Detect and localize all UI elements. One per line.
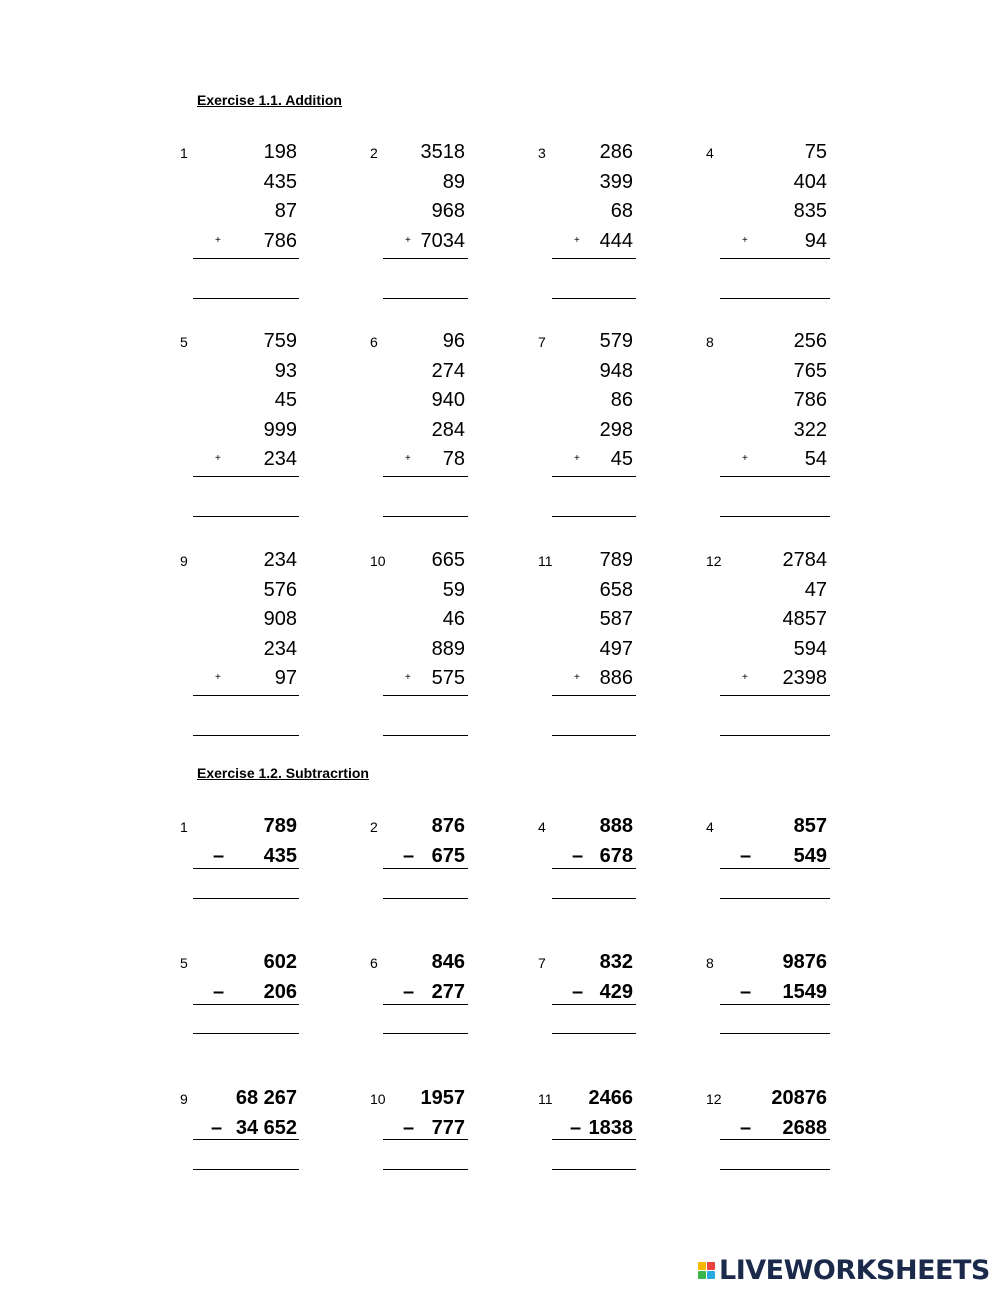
last-addend: 2398 [782,667,827,689]
problem-number: 10 [370,553,386,569]
last-addend: 97 [274,667,297,689]
addend: 47 [804,578,827,601]
problem-number: 11 [538,553,553,569]
last-addend: 886 [599,667,633,689]
answer-line[interactable] [720,1033,830,1034]
addend: 948 [599,359,633,382]
subtrahend: 1838 [588,1116,633,1139]
minuend: 846 [431,951,465,973]
addend: 435 [263,170,297,193]
addend: 59 [442,578,465,601]
problem-number: 10 [370,1091,386,1107]
minus-sign: – [213,844,225,867]
addition-problem-4 [0,137,1000,337]
addition-problem-8 [0,326,1000,526]
problem-number: 4 [538,819,546,835]
plus-sign: + [405,453,411,464]
problem-number: 6 [370,955,378,971]
addend: 658 [599,578,633,601]
difference-line-top [720,1004,830,1005]
subtrahend: 549 [793,844,827,867]
minus-sign: – [740,980,752,1003]
liveworksheets-logo [698,1255,990,1285]
plus-sign: + [215,234,221,246]
addend: 4857 [782,608,827,630]
minus-sign: – [211,1116,223,1139]
minuend: 857 [793,815,827,837]
problem-number: 2 [370,145,378,161]
minus-sign: – [403,980,415,1003]
minuend: 1957 [420,1087,465,1109]
addend: 2784 [782,549,827,571]
plus-sign: + [574,234,580,246]
plus-sign: + [215,453,221,464]
problem-number: 12 [706,1091,722,1107]
sum-line-top [720,476,830,477]
difference-line-top [720,1139,830,1140]
answer-line[interactable] [720,298,830,299]
subtrahend: 435 [263,844,297,867]
answer-line[interactable] [720,898,830,899]
sum-line-top [720,695,830,696]
addend: 68 [610,200,633,222]
addend: 89 [442,170,465,193]
plus-sign: + [742,672,748,683]
problem-number: 8 [706,955,714,971]
subtrahend: 777 [431,1116,465,1139]
addend: 594 [793,637,827,660]
addend: 835 [793,200,827,222]
subtrahend: 429 [599,980,633,1003]
subtraction-problem-12 [0,1083,1000,1203]
last-addend: 7034 [420,229,465,252]
plus-sign: + [405,672,411,683]
addend: 198 [263,141,297,163]
last-addend: 45 [610,448,633,470]
addend: 404 [793,170,827,193]
addition-problem-12 [0,545,1000,745]
addend: 86 [610,389,633,411]
plus-sign: + [574,453,580,464]
minuend: 2466 [588,1087,633,1109]
minus-sign: – [572,844,584,867]
addend: 96 [442,330,465,352]
addend: 286 [599,141,633,163]
problem-number: 1 [180,145,188,161]
last-addend: 234 [263,448,297,470]
addend: 587 [599,608,633,630]
problem-number: 11 [538,1091,553,1107]
plus-sign: + [405,234,411,246]
addend: 789 [599,549,633,571]
problem-number: 7 [538,955,546,971]
addend: 399 [599,170,633,193]
subtraction-problem-8 [0,947,1000,1067]
minuend: 20876 [771,1087,827,1109]
last-addend: 444 [599,229,633,252]
addend: 234 [263,637,297,660]
addend: 576 [263,578,297,601]
addend: 579 [599,330,633,352]
addend: 75 [804,141,827,163]
subtrahend: 206 [263,980,297,1003]
plus-sign: + [215,672,221,683]
last-addend: 78 [442,448,465,470]
subtrahend: 675 [431,844,465,867]
problem-number: 9 [180,1091,188,1107]
addend: 497 [599,637,633,660]
plus-sign: + [742,453,748,464]
problem-number: 2 [370,819,378,835]
minuend: 888 [599,815,633,837]
addend: 87 [274,200,297,222]
minuend: 832 [599,951,633,973]
addend: 665 [431,549,465,571]
subtrahend: 2688 [782,1116,827,1139]
minus-sign: – [403,844,415,867]
answer-line[interactable] [720,735,830,736]
subtrahend: 34 652 [235,1116,297,1139]
minus-sign: – [740,1116,752,1139]
addition-title: Exercise 1.1. Addition [197,92,342,108]
problem-number: 7 [538,334,546,350]
answer-line[interactable] [720,1169,830,1170]
plus-sign: + [574,672,580,683]
addend: 234 [263,549,297,571]
minus-sign: – [740,844,752,867]
subtrahend: 678 [599,844,633,867]
plus-sign: + [742,234,748,246]
subtrahend: 277 [431,980,465,1003]
last-addend: 575 [431,667,465,689]
answer-line[interactable] [720,516,830,517]
minuend: 68 267 [235,1087,297,1109]
last-addend: 786 [263,229,297,252]
problem-number: 9 [180,553,188,569]
minus-sign: – [570,1116,582,1139]
addend: 46 [442,608,465,630]
subtraction-problem-4 [0,811,1000,931]
addend: 274 [431,359,465,382]
addend: 759 [263,330,297,352]
last-addend: 54 [804,448,827,470]
problem-number: 6 [370,334,378,350]
minus-sign: – [572,980,584,1003]
problem-number: 12 [706,553,722,569]
addend: 999 [263,418,297,441]
addend: 284 [431,418,465,441]
problem-number: 4 [706,819,714,835]
addend: 786 [793,389,827,411]
addend: 298 [599,418,633,441]
addend: 45 [274,389,297,411]
addend: 322 [793,418,827,441]
problem-number: 1 [180,819,188,835]
minuend: 9876 [782,951,827,973]
logo-mark-icon [698,1262,715,1279]
subtraction-title: Exercise 1.2. Subtracrtion [197,765,369,781]
addend: 765 [793,359,827,382]
logo-text: LIVEWORKSHEETS [719,1254,990,1286]
addend: 908 [263,608,297,630]
last-addend: 94 [804,229,827,252]
addend: 93 [274,359,297,382]
addend: 889 [431,637,465,660]
minus-sign: – [213,980,225,1003]
minuend: 789 [263,815,297,837]
subtrahend: 1549 [782,980,827,1003]
problem-number: 3 [538,145,546,161]
addend: 256 [793,330,827,352]
addend: 940 [431,389,465,411]
minuend: 876 [431,815,465,837]
addend: 3518 [420,141,465,163]
minuend: 602 [263,951,297,973]
minus-sign: – [403,1116,415,1139]
problem-number: 8 [706,334,714,350]
difference-line-top [720,868,830,869]
problem-number: 4 [706,145,714,161]
addend: 968 [431,200,465,222]
problem-number: 5 [180,955,188,971]
problem-number: 5 [180,334,188,350]
sum-line-top [720,258,830,259]
